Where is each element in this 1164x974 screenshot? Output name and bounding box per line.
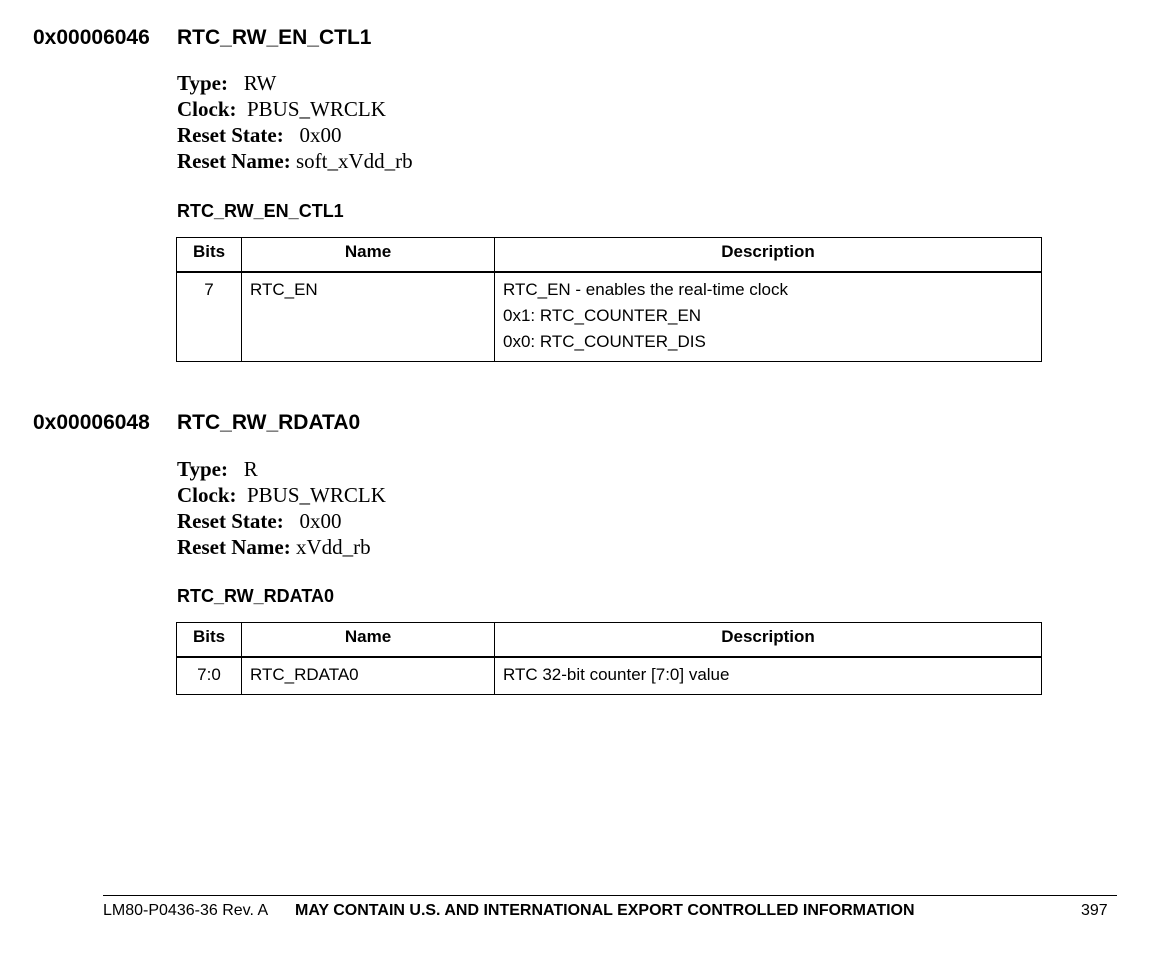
bits-cell: 7 (177, 272, 242, 361)
reset-state-row: Reset State: 0x00 (177, 509, 342, 533)
type-row: Type: RW (177, 71, 277, 95)
table-title: RTC_RW_RDATA0 (177, 586, 335, 606)
page-number: 397 (1081, 902, 1108, 919)
name-cell: RTC_RDATA0 (242, 657, 495, 694)
register-properties (177, 70, 413, 174)
column-header: Description (495, 238, 1042, 273)
description-cell (495, 657, 1042, 694)
clock-row: Clock: PBUS_WRCLK (177, 97, 386, 121)
table-header-row (177, 238, 1042, 273)
bits-cell: 7:0 (177, 657, 242, 694)
register-name: RTC_RW_RDATA0 (177, 411, 361, 434)
reset-name-row: Reset Name: soft_xVdd_rb (177, 149, 413, 173)
register-table (176, 622, 1042, 695)
footer-notice: MAY CONTAIN U.S. AND INTERNATIONAL EXPORT CONTROLLED INFORMATION (295, 902, 915, 919)
register-address: 0x00006046 (33, 26, 150, 49)
table-row (177, 657, 1042, 694)
table-header-row (177, 623, 1042, 658)
column-header: Name (242, 623, 495, 658)
description-line: 0x1: RTC_COUNTER_EN (503, 306, 702, 325)
table-title: RTC_RW_EN_CTL1 (177, 201, 344, 221)
table-row (177, 272, 1042, 361)
reset-name-row: Reset Name: xVdd_rb (177, 535, 371, 559)
register-name: RTC_RW_EN_CTL1 (177, 26, 372, 49)
footer-divider (103, 895, 1117, 896)
reset-state-row: Reset State: 0x00 (177, 123, 342, 147)
column-header: Bits (177, 238, 242, 273)
register-header (33, 26, 371, 50)
description-line: 0x0: RTC_COUNTER_DIS (503, 332, 706, 351)
column-header: Name (242, 238, 495, 273)
register-header (33, 411, 360, 435)
register-table (176, 237, 1042, 362)
footer-doc-id: LM80-P0436-36 Rev. A (103, 902, 269, 919)
type-row: Type: R (177, 457, 258, 481)
description-line: RTC 32-bit counter [7:0] value (503, 665, 730, 684)
column-header: Bits (177, 623, 242, 658)
register-properties (177, 456, 386, 560)
name-cell: RTC_EN (242, 272, 495, 361)
description-cell (495, 272, 1042, 361)
description-line: RTC_EN - enables the real-time clock (503, 280, 789, 299)
register-address: 0x00006048 (33, 411, 150, 434)
clock-row: Clock: PBUS_WRCLK (177, 483, 386, 507)
column-header: Description (495, 623, 1042, 658)
